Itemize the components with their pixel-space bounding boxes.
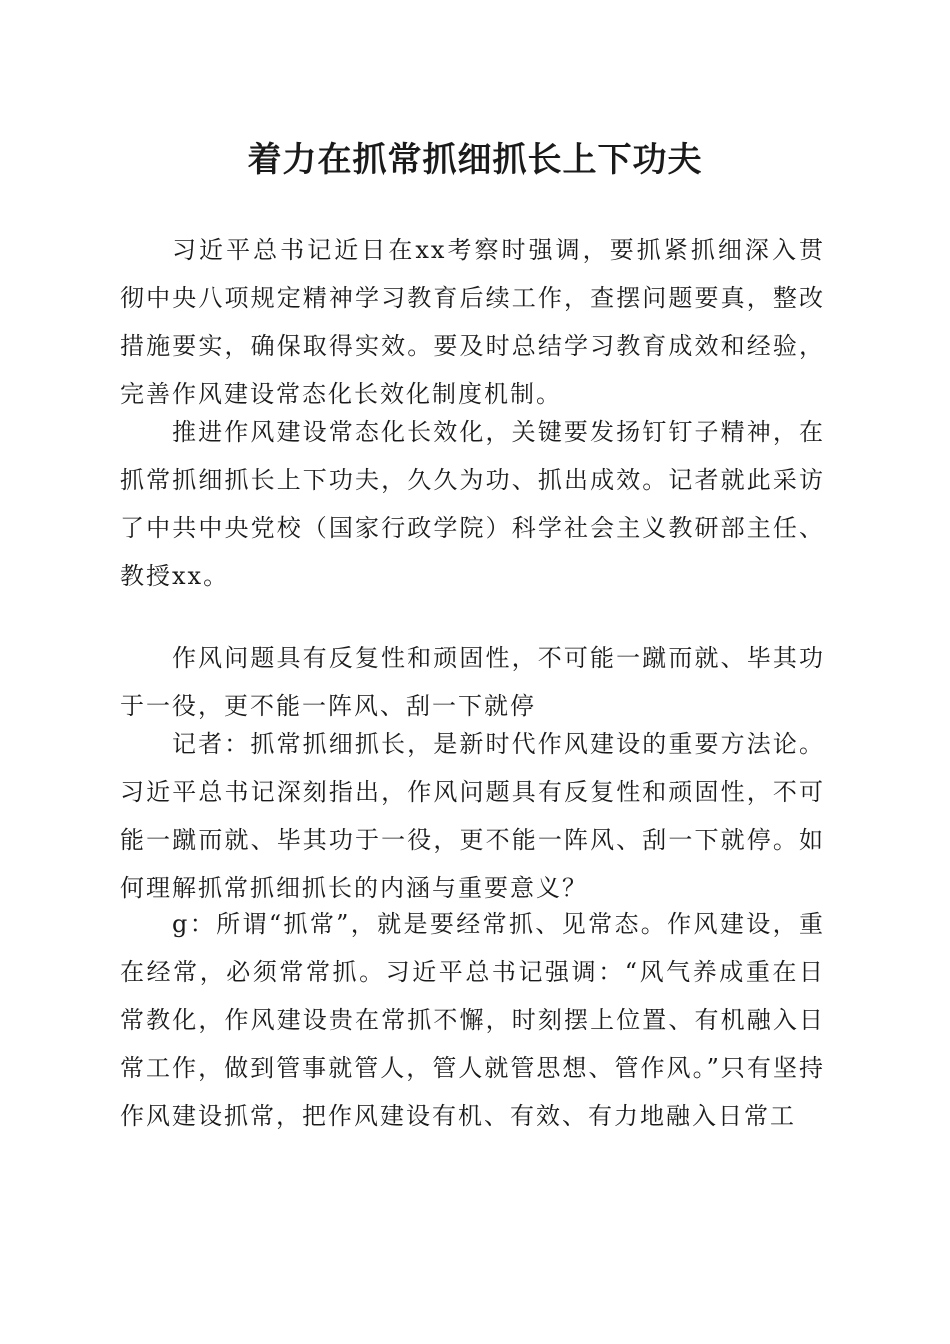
paragraph-answer: g：所谓“抓常”，就是要经常抓、见常态。作风建设，重在经常，必须常常抓。习近平总书记强调：“风气养成重在日常教化，作风建设贵在常抓不懈，时刻摆上位置、有机融入日常工作，做到管事就管人，管人就管思想、管作风。”只有坚持作风建设抓常，把作风建设有机、有效、有力地融入日常工 [120,910,825,1130]
paragraph-question: 记者：抓常抓细抓长，是新时代作风建设的重要方法论。习近平总书记深刻指出，作风问题具有反复性和顽固性，不可能一蹴而就、毕其功于一役，更不能一阵风、刮一下就停。如何理解抓常抓细抓长的内涵与重要意义？ [120,730,825,902]
section-heading: 作风问题具有反复性和顽固性，不可能一蹴而就、毕其功于一役，更不能一阵风、刮一下就停 [120,644,825,720]
paragraph-intro: 习近平总书记近日在xx考察时强调，要抓紧抓细深入贯彻中央八项规定精神学习教育后续工作，查摆问题要真，整改措施要实，确保取得实效。要及时总结学习教育成效和经验，完善作风建设常态化长效化制度机制。 [120,236,825,408]
paragraph-interview-intro: 推进作风建设常态化长效化，关键要发扬钉钉子精神，在抓常抓细抓长上下功夫，久久为功、抓出成效。记者就此采访了中共中央党校（国家行政学院）科学社会主义教研部主任、教授xx。 [120,418,825,590]
document-title: 着力在抓常抓细抓长上下功夫 [247,140,703,180]
